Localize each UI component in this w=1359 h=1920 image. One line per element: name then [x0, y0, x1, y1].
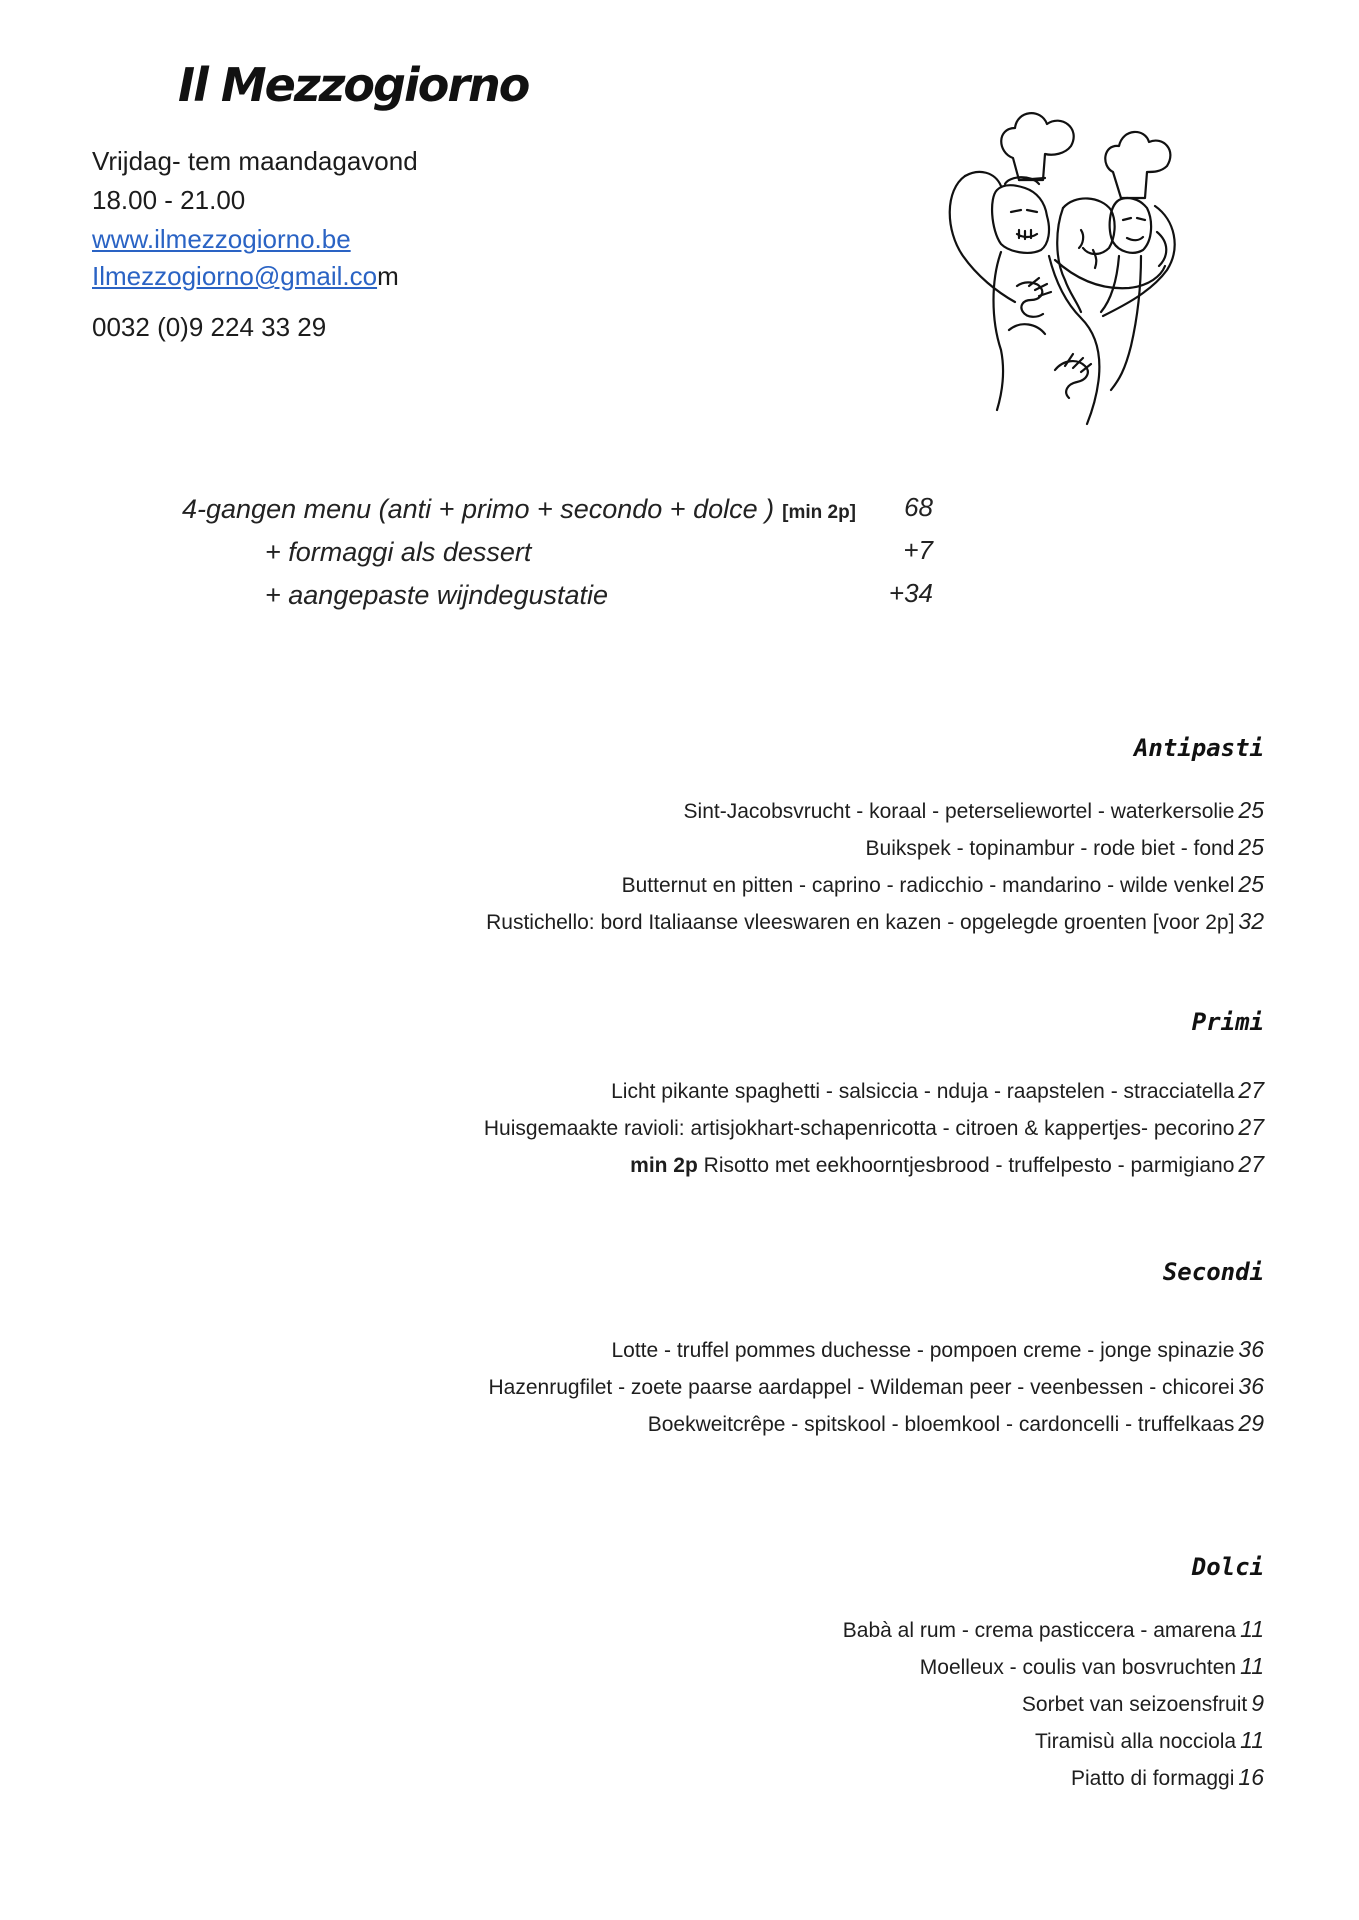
menu-item [611, 1336, 1264, 1363]
section-title-primi: Primi [1191, 1008, 1264, 1036]
restaurant-name: Il Mezzogiorno [178, 58, 529, 112]
menu-item [611, 1077, 1264, 1104]
dish-name: Tiramisù alla nocciola [1034, 1730, 1237, 1753]
section-title-secondi: Secondi [1162, 1258, 1264, 1286]
formaggi-supplement: + formaggi als dessert [265, 537, 532, 567]
menu-item [1022, 1690, 1264, 1717]
dish-price: 36 [1238, 1336, 1264, 1362]
menu-item [622, 871, 1264, 898]
dish-price: 11 [1240, 1616, 1264, 1642]
dish-price: 25 [1238, 871, 1264, 897]
website-line [92, 224, 351, 254]
dish-name: Moelleux - coulis van bosvruchten [919, 1656, 1237, 1679]
fixed-menu-price: 68 [904, 492, 933, 522]
wine-pairing-supplement: + aangepaste wijndegustatie [265, 580, 609, 610]
email-link[interactable]: Ilmezzogiorno@gmail.co [92, 261, 378, 291]
menu-item [489, 1373, 1264, 1400]
dish-name: Buikspek - topinambur - rode biet - fond [865, 837, 1235, 860]
dish-price: 27 [1238, 1077, 1264, 1103]
dish-name: Huisgemaakte ravioli: artisjokhart-schapenricotta - citroen & kappertjes- pecorino [483, 1117, 1235, 1140]
formaggi-supplement-price: +7 [903, 535, 933, 565]
dish-price: 16 [1238, 1764, 1264, 1790]
dish-price: 36 [1238, 1373, 1264, 1399]
menu-item [684, 797, 1264, 824]
dish-name: Licht pikante spaghetti - salsiccia - nduja - raapstelen - stracciatella [611, 1080, 1235, 1103]
dish-name: Sorbet van seizoensfruit [1021, 1693, 1248, 1716]
menu-item [1071, 1764, 1264, 1791]
dish-name: Butternut en pitten - caprino - radicchio - mandarino - wilde venkel [621, 874, 1235, 897]
dish-name: Risotto met eekhoorntjesbrood - truffelpesto - parmigiano [703, 1154, 1235, 1177]
dish-price: 27 [1238, 1114, 1264, 1140]
dish-price: 25 [1238, 834, 1264, 860]
email-line [92, 261, 399, 291]
dish-name: Hazenrugfilet - zoete paarse aardappel - Wildeman peer - veenbessen - chicorei [488, 1376, 1235, 1399]
menu-item [1035, 1727, 1264, 1754]
dish-price: 25 [1238, 797, 1264, 823]
dish-price: 27 [1238, 1151, 1264, 1177]
phone-number: 0032 (0)9 224 33 29 [92, 312, 327, 342]
section-title-antipasti: Antipasti [1133, 734, 1264, 762]
chefs-illustration [905, 80, 1205, 430]
dish-name: Sint-Jacobsvrucht - koraal - peterseliewortel - waterkersolie [683, 800, 1235, 823]
fixed-menu-text: 4-gangen menu (anti + primo + secondo + dolce ) [182, 494, 775, 524]
menu-item [648, 1410, 1264, 1437]
menu-item [866, 834, 1264, 861]
opening-days: Vrijdag- tem maandagavond [92, 146, 418, 176]
opening-hours: 18.00 - 21.00 [92, 185, 246, 215]
fixed-menu-min-note: [min 2p] [782, 502, 857, 523]
dish-name: Babà al rum - crema pasticcera - amarena [842, 1619, 1237, 1642]
dish-price: 11 [1240, 1653, 1264, 1679]
dish-min-note: min 2p [630, 1154, 698, 1177]
menu-item [484, 1114, 1264, 1141]
menu-item [630, 1151, 1264, 1178]
dish-name: Piatto di formaggi [1070, 1767, 1235, 1790]
menu-item [486, 908, 1264, 935]
dish-name: Boekweitcrêpe - spitskool - bloemkool - cardoncelli - truffelkaas [647, 1413, 1235, 1436]
menu-item [920, 1653, 1264, 1680]
fixed-menu-line [182, 492, 856, 530]
menu-item [843, 1616, 1264, 1643]
wine-pairing-price: +34 [888, 578, 933, 608]
email-tail: m [377, 261, 399, 291]
dish-price: 29 [1238, 1410, 1264, 1436]
dish-price: 9 [1251, 1690, 1264, 1716]
dish-name: Rustichello: bord Italiaanse vleeswaren en kazen - opgelegde groenten [voor 2p] [486, 911, 1235, 934]
dish-name: Lotte - truffel pommes duchesse - pompoen creme - jonge spinazie [611, 1339, 1235, 1362]
website-link[interactable]: www.ilmezzogiorno.be [92, 224, 351, 254]
dish-price: 11 [1240, 1727, 1264, 1753]
section-title-dolci: Dolci [1191, 1553, 1264, 1581]
dish-price: 32 [1238, 908, 1264, 934]
